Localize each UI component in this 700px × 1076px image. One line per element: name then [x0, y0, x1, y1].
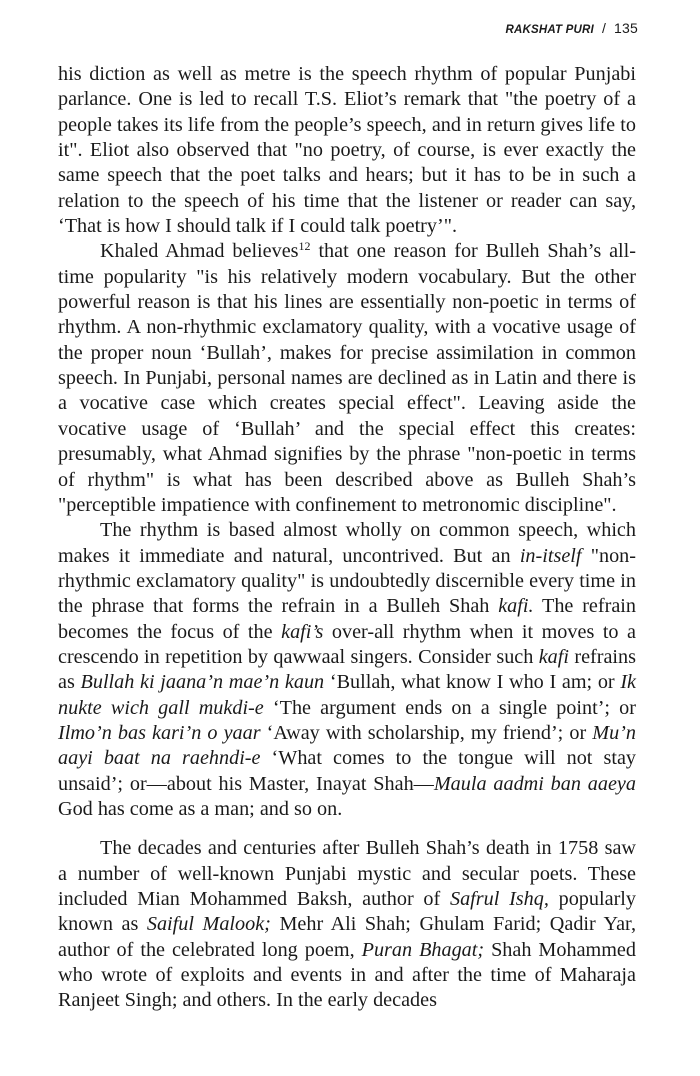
paragraph-1	[58, 62, 636, 239]
italic-term: kafi	[538, 645, 569, 668]
text-run: ‘Away with scholarship, my friend’; or	[260, 721, 593, 744]
paragraph-4	[58, 836, 636, 1013]
text-run: The rhythm is based almost wholly on common speech, which makes it immediate and natural, uncontrived. But an	[58, 519, 636, 567]
text-run: Khaled Ahmad believes	[100, 240, 299, 263]
text-run: popularly known as	[58, 888, 636, 936]
italic-term: Safrul Ishq,	[449, 888, 549, 910]
italic-term: Mu’n aayi baat na raehndi-e	[58, 721, 636, 770]
text-run: The refrain becomes the focus of the	[58, 595, 636, 643]
paragraph-2	[58, 239, 636, 518]
text-run: "non- rhythmic exclamatory quality" is undoubtedly discernible every time in the phrase that forms the refrain in a Bulleh Shah	[58, 544, 636, 618]
running-head-separator: /	[601, 20, 607, 36]
italic-term: Bullah ki jaana’n mae’n kaun	[80, 671, 325, 694]
text-run: that one reason for Bulleh Shah’s all- time popularity "is his relatively modern vocabulary. But the other powerful reason is that his lines are essentially non-poetic in terms of rhythm. A non-rhythmic exclamatory quality, with a vocative usage of the proper noun ‘Bullah’, makes for precise assimilation in common speech. In Punjabi, personal names are declined as in Latin and there is a vocative case which creates special effect". Leaving aside the vocative usage of ‘Bullah’ and the special effect this creates: presumably, what Ahmad signifies by the phrase "non-poetic in terms of rhythm" is what has been described above as Bulleh Shah’s "perceptible impatience with confinement to metronomic discipline".	[58, 240, 636, 516]
italic-term: kafi.	[498, 595, 534, 618]
text-run: Shah Mohammed who wrote of exploits and events in and after the time of Maharaja Ranjeet Singh; and others. In the early decades	[58, 938, 636, 1012]
italic-term: Puran Bhagat;	[361, 938, 485, 961]
italic-term: in-itself	[519, 544, 582, 567]
text-run: his diction as well as metre is the speech rhythm of popular Punjabi parlance. One is led to recall T.S. Eliot’s remark that "the poetry of a people takes its life from the people’s speech, and in return gives life to it". Eliot also observed that "no poetry, of course, is ever exactly the same speech that the poet talks and hears; but it has to be in such a relation to the speech of his time that the listener or reader can say, ‘That is how I should talk if I could talk poetry’".	[58, 63, 636, 238]
text-run: refrains as	[58, 645, 636, 694]
page-body	[58, 62, 636, 1014]
text-run: ‘The argument ends on a single point’; or	[263, 696, 636, 719]
text-run: Mehr Ali Shah; Ghulam Farid; Qadir Yar, author of the celebrated long poem,	[58, 913, 637, 961]
page-number: 135	[614, 20, 638, 36]
running-head-author: RAKSHAT PURI	[505, 24, 594, 36]
italic-term: Ilmo’n bas kari’n o yaar	[58, 721, 261, 744]
italic-term: Ik nukte wich gall mukdi-e	[58, 671, 637, 719]
italic-term: Saiful Malook;	[146, 913, 271, 936]
text-run: ‘What comes to the tongue will not stay unsaid’; or—about his Master, Inayat Shah—	[58, 747, 636, 795]
text-run: The decades and centuries after Bulleh Shah’s death in 1758 saw a number of well-known Punjabi mystic and secular poets. These included Mian Mohammed Baksh, author of	[58, 837, 636, 910]
footnote-reference: 12	[298, 239, 311, 254]
running-head	[506, 20, 639, 36]
paragraph-3	[58, 518, 636, 822]
italic-term: kafi’s	[281, 620, 324, 643]
text-run: over-all rhythm when it moves to a crescendo in repetition by qawwaal singers. Consider such	[58, 620, 636, 668]
italic-term: Maula aadmi ban aaeya	[433, 772, 636, 795]
text-run: God has come as a man; and so on.	[58, 797, 343, 820]
text-run: ‘Bullah, what know I who I am; or	[324, 671, 621, 694]
